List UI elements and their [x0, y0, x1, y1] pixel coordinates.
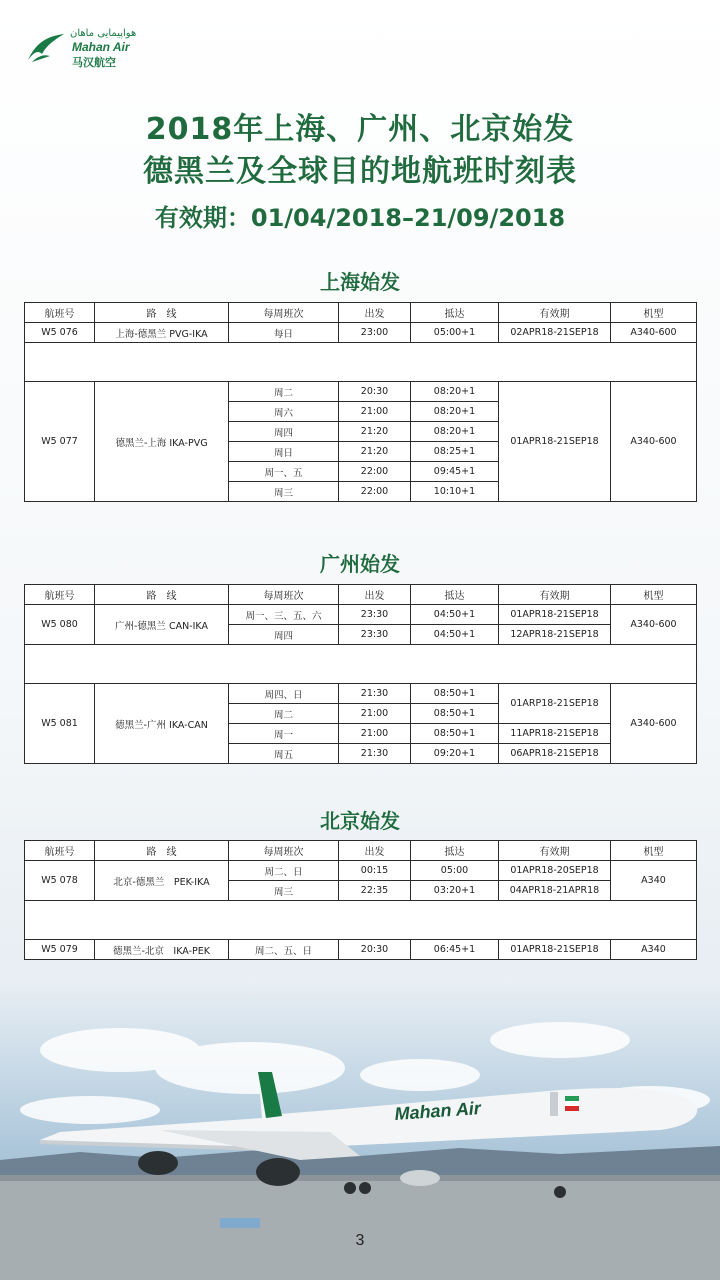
cell-freq: 周二、五、日: [229, 940, 339, 960]
cell-valid: 01APR18-21SEP18: [499, 605, 611, 625]
header-arr: 抵达: [411, 841, 499, 861]
table-row: [25, 323, 697, 343]
cell-arr: 08:20+1: [411, 422, 499, 442]
table-header-row: [25, 303, 697, 323]
cell-dep: 23:30: [339, 625, 411, 645]
cell-freq: 周四: [229, 422, 339, 442]
cell-aircraft: A340-600: [611, 323, 697, 343]
mahan-air-logo: [26, 26, 146, 72]
cell-aircraft: A340-600: [611, 605, 697, 645]
cell-valid: 12APR18-21SEP18: [499, 625, 611, 645]
spacer-row: [25, 645, 697, 684]
shanghai-schedule-table: [24, 302, 697, 502]
cell-aircraft: A340-600: [611, 684, 697, 764]
header-aircraft: 机型: [611, 585, 697, 605]
cell-valid: 01APR18-20SEP18: [499, 861, 611, 881]
cell-dep: 21:20: [339, 442, 411, 462]
cell-dep: 20:30: [339, 940, 411, 960]
table-row: [25, 861, 697, 881]
cell-arr: 08:50+1: [411, 724, 499, 744]
cell-valid: 06APR18-21SEP18: [499, 744, 611, 764]
cell-freq: 周二: [229, 704, 339, 724]
cell-freq: 周六: [229, 402, 339, 422]
spacer-row: [25, 343, 697, 382]
cell-route: 德黑兰-上海 IKA-PVG: [95, 382, 229, 502]
logo-chinese-text: 马汉航空: [72, 56, 116, 69]
cell-dep: 23:30: [339, 605, 411, 625]
cell-dep: 20:30: [339, 382, 411, 402]
cell-freq: 周一、五: [229, 462, 339, 482]
header-valid: 有效期: [499, 303, 611, 323]
table-row: [25, 684, 697, 704]
header-aircraft: 机型: [611, 303, 697, 323]
cell-route: 广州-德黑兰 CAN-IKA: [95, 605, 229, 645]
cell-arr: 08:50+1: [411, 684, 499, 704]
page-title-line1: 2018年上海、广州、北京始发: [145, 112, 575, 147]
header-flight: 航班号: [25, 841, 95, 861]
table-row: [25, 605, 697, 625]
cell-aircraft: A340: [611, 861, 697, 901]
livery-text: Mahan Air: [393, 1098, 482, 1124]
cell-flight: W5 079: [25, 940, 95, 960]
section-title-beijing: 北京始发: [320, 809, 400, 833]
validity-period: 有效期：01/04/2018–21/09/2018: [154, 204, 566, 232]
cell-dep: 22:00: [339, 482, 411, 502]
header-dep: 出发: [339, 303, 411, 323]
header-route: 路 线: [95, 841, 229, 861]
cell-arr: 06:45+1: [411, 940, 499, 960]
cell-valid: 01APR18-21SEP18: [499, 940, 611, 960]
header-route: 路 线: [95, 585, 229, 605]
cell-freq: 周二: [229, 382, 339, 402]
cell-arr: 08:20+1: [411, 382, 499, 402]
cell-route: 德黑兰-广州 IKA-CAN: [95, 684, 229, 764]
cell-valid: 01APR18-21SEP18: [499, 382, 611, 502]
header-dep: 出发: [339, 585, 411, 605]
cell-arr: 09:45+1: [411, 462, 499, 482]
cell-freq: 周二、日: [229, 861, 339, 881]
cell-dep: 00:15: [339, 861, 411, 881]
cell-flight: W5 077: [25, 382, 95, 502]
section-title-shanghai: 上海始发: [320, 270, 400, 294]
cell-valid: 11APR18-21SEP18: [499, 724, 611, 744]
cell-dep: 21:30: [339, 684, 411, 704]
cell-freq: 周五: [229, 744, 339, 764]
page-number: 3: [355, 1232, 365, 1249]
table-header-row: [25, 841, 697, 861]
guangzhou-schedule-table: [24, 584, 697, 764]
cell-flight: W5 080: [25, 605, 95, 645]
cell-freq: 每日: [229, 323, 339, 343]
cell-valid: 04APR18-21APR18: [499, 881, 611, 901]
cell-freq: 周四: [229, 625, 339, 645]
header-valid: 有效期: [499, 841, 611, 861]
cell-valid: 01ARP18-21SEP18: [499, 684, 611, 724]
header-freq: 每周班次: [229, 841, 339, 861]
cell-arr: 08:50+1: [411, 704, 499, 724]
header-freq: 每周班次: [229, 585, 339, 605]
cell-freq: 周一、三、五、六: [229, 605, 339, 625]
logo-persian-text: هواپیمایی ماهان: [70, 28, 137, 39]
cell-flight: W5 081: [25, 684, 95, 764]
cell-arr: 04:50+1: [411, 625, 499, 645]
spacer-cell: [25, 645, 697, 684]
spacer-row: [25, 901, 697, 940]
cell-arr: 09:20+1: [411, 744, 499, 764]
cell-arr: 03:20+1: [411, 881, 499, 901]
table-row: [25, 940, 697, 960]
cell-dep: 21:30: [339, 744, 411, 764]
beijing-schedule-table: [24, 840, 697, 960]
cell-arr: 05:00: [411, 861, 499, 881]
section-title-guangzhou: 广州始发: [320, 552, 400, 576]
cell-freq: 周日: [229, 442, 339, 462]
header-flight: 航班号: [25, 303, 95, 323]
spacer-cell: [25, 343, 697, 382]
cell-freq: 周三: [229, 482, 339, 502]
cell-dep: 21:00: [339, 704, 411, 724]
spacer-cell: [25, 901, 697, 940]
header-dep: 出发: [339, 841, 411, 861]
cell-dep: 22:00: [339, 462, 411, 482]
cell-freq: 周一: [229, 724, 339, 744]
cell-arr: 08:20+1: [411, 402, 499, 422]
header-freq: 每周班次: [229, 303, 339, 323]
header-flight: 航班号: [25, 585, 95, 605]
cell-flight: W5 076: [25, 323, 95, 343]
cell-route: 德黑兰-北京 IKA-PEK: [95, 940, 229, 960]
bird-logo-icon: [26, 32, 66, 64]
cell-dep: 22:35: [339, 881, 411, 901]
cell-aircraft: A340: [611, 940, 697, 960]
cell-freq: 周四、日: [229, 684, 339, 704]
table-row: [25, 382, 697, 402]
cell-flight: W5 078: [25, 861, 95, 901]
cell-freq: 周三: [229, 881, 339, 901]
header-arr: 抵达: [411, 303, 499, 323]
cell-valid: 02APR18-21SEP18: [499, 323, 611, 343]
cell-arr: 08:25+1: [411, 442, 499, 462]
cell-dep: 21:20: [339, 422, 411, 442]
cell-arr: 04:50+1: [411, 605, 499, 625]
cell-arr: 05:00+1: [411, 323, 499, 343]
cell-dep: 21:00: [339, 724, 411, 744]
cell-dep: 21:00: [339, 402, 411, 422]
header-arr: 抵达: [411, 585, 499, 605]
header-valid: 有效期: [499, 585, 611, 605]
cell-arr: 10:10+1: [411, 482, 499, 502]
table-header-row: [25, 585, 697, 605]
page-title-line2: 德黑兰及全球目的地航班时刻表: [143, 154, 577, 189]
header-route: 路 线: [95, 303, 229, 323]
cell-dep: 23:00: [339, 323, 411, 343]
logo-english-text: Mahan Air: [72, 40, 130, 54]
header-aircraft: 机型: [611, 841, 697, 861]
cell-route: 北京-德黑兰 PEK-IKA: [95, 861, 229, 901]
cell-route: 上海-德黑兰 PVG-IKA: [95, 323, 229, 343]
cell-aircraft: A340-600: [611, 382, 697, 502]
